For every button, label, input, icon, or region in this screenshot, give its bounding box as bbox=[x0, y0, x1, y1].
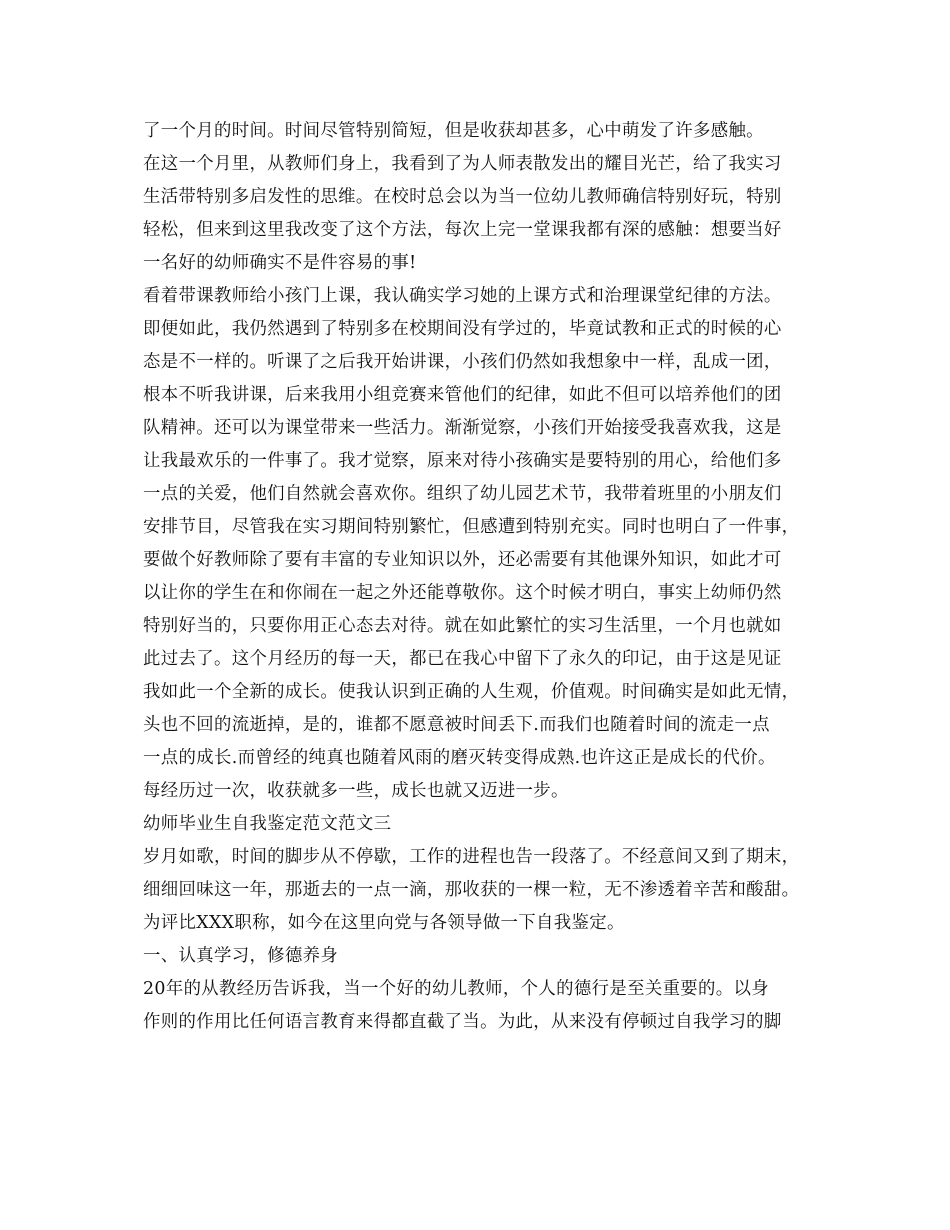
text-line: 一名好的幼师确实不是件容易的事! bbox=[143, 253, 417, 273]
text-line: 看着带课教师给小孩门上课，我认确实学习她的上课方式和治理课堂纪律的方法。 bbox=[143, 286, 782, 306]
text-line: 态是不一样的。听课了之后我开始讲课，小孩们仍然如我想象中一样，乱成一团， bbox=[143, 352, 782, 372]
subsection-heading: 一、认真学习，修德养身 bbox=[143, 946, 339, 966]
text-line: 生活带特别多启发性的思维。在校时总会以为当一位幼儿教师确信特别好玩，特别 bbox=[143, 187, 782, 207]
text-line: 为评比XXX职称，如今在这里向党与各领导做一下自我鉴定。 bbox=[143, 913, 625, 933]
text-line: 安排节目，尽管我在实习期间特别繁忙，但感遭到特别充实。同时也明白了一件事， bbox=[143, 517, 800, 537]
document-body bbox=[143, 115, 833, 1039]
text-line: 细细回味这一年，那逝去的一点一滴，那收获的一棵一粒，无不渗透着辛苦和酸甜。 bbox=[143, 880, 800, 900]
text-line: 特别好当的，只要你用正心态去对待。就在如此繁忙的实习生活里，一个月也就如 bbox=[143, 616, 782, 636]
text-line: 了一个月的时间。时间尽管特别简短，但是收获却甚多，心中萌发了许多感触。 bbox=[143, 121, 764, 141]
text-line: 根本不听我讲课，后来我用小组竞赛来管他们的纪律，如此不但可以培养他们的团 bbox=[143, 385, 782, 405]
text-line: 岁月如歌，时间的脚步从不停歇，工作的进程也告一段落了。不经意间又到了期末， bbox=[143, 847, 800, 867]
text-line: 即便如此，我仍然遇到了特别多在校期间没有学过的，毕竟试教和正式的时候的心 bbox=[143, 319, 782, 339]
text-line: 以让你的学生在和你闹在一起之外还能尊敬你。这个时候才明白，事实上幼师仍然 bbox=[143, 583, 782, 603]
text-line: 队精神。还可以为课堂带来一些活力。渐渐觉察，小孩们开始接受我喜欢我，这是 bbox=[143, 418, 782, 438]
text-line: 要做个好教师除了要有丰富的专业知识以外，还必需要有其他课外知识，如此才可 bbox=[143, 550, 782, 570]
text-line: 作则的作用比任何语言教育来得都直截了当。为此，从来没有停顿过自我学习的脚 bbox=[143, 1012, 782, 1032]
text-line: 此过去了。这个月经历的每一天，都已在我心中留下了永久的印记，由于这是见证 bbox=[143, 649, 782, 669]
text-line: 让我最欢乐的一件事了。我才觉察，原来对待小孩确实是要特别的用心，给他们多 bbox=[143, 451, 782, 471]
text-line: 我如此一个全新的成长。使我认识到正确的人生观，价值观。时间确实是如此无情， bbox=[143, 682, 800, 702]
text-line: 头也不回的流逝掉，是的，谁都不愿意被时间丢下.而我们也随着时间的流走一点 bbox=[143, 715, 770, 735]
text-line: 一点的成长.而曾经的纯真也随着风雨的磨灭转变得成熟.也许这正是成长的代价。 bbox=[143, 748, 776, 768]
section-title: 幼师毕业生自我鉴定范文范文三 bbox=[143, 814, 392, 834]
text-line: 每经历过一次，收获就多一些，成长也就又迈进一步。 bbox=[143, 781, 569, 801]
text-line: 轻松，但来到这里我改变了这个方法，每次上完一堂课我都有深的感触：想要当好 bbox=[143, 220, 782, 240]
text-line: 一点的关爱，他们自然就会喜欢你。组织了幼儿园艺术节，我带着班里的小朋友们 bbox=[143, 484, 782, 504]
text-line: 在这一个月里，从教师们身上，我看到了为人师表散发出的耀目光芒，给了我实习 bbox=[143, 154, 782, 174]
text-line: 20年的从教经历告诉我，当一个好的幼儿教师，个人的德行是至关重要的。以身 bbox=[143, 979, 770, 999]
